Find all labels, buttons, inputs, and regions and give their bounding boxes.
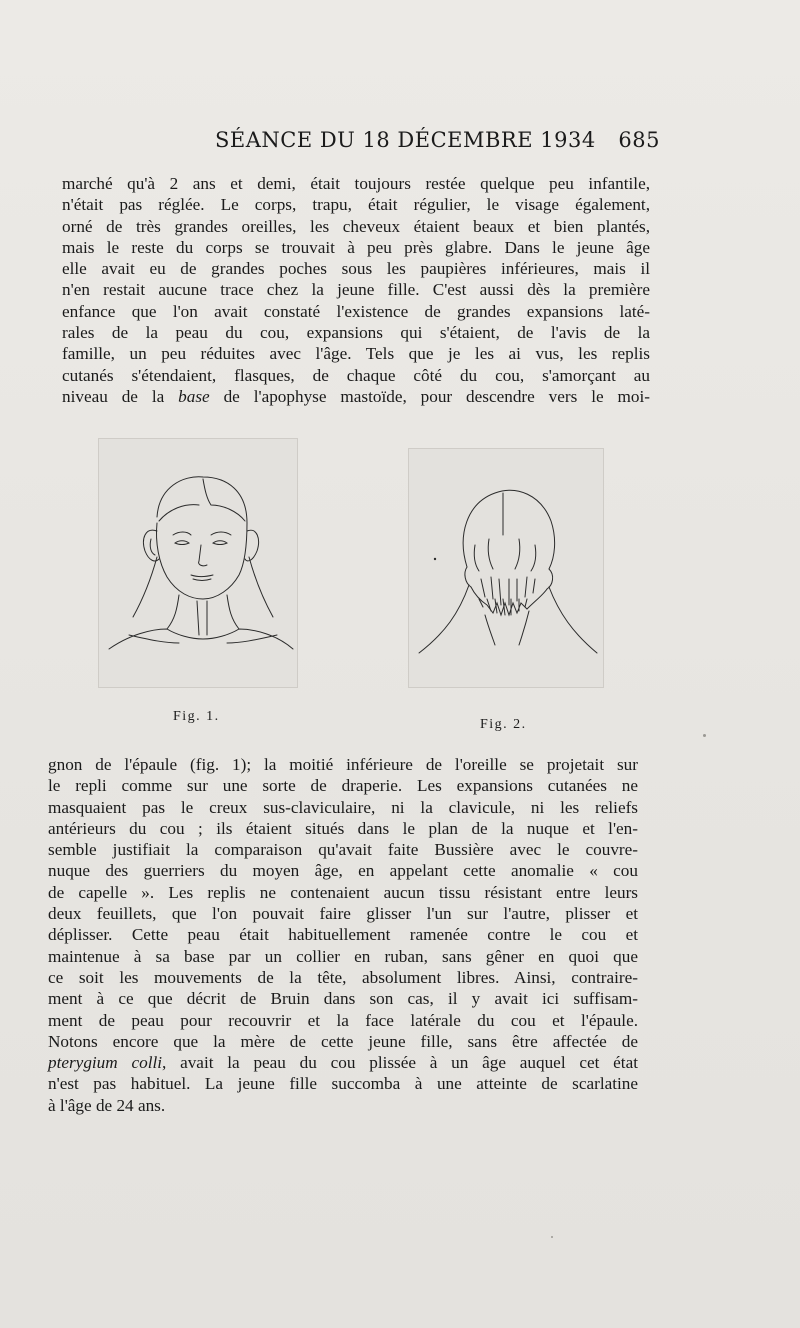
- paper-speck: [703, 734, 706, 737]
- text-line: n'est pas habituel. La jeune fille succomba à une atteinte de scarlatine: [48, 1074, 638, 1094]
- page-number: 685: [618, 128, 660, 152]
- text-line: gnon de l'épaule (fig. 1); la moitié inférieure de l'oreille se projetait sur: [48, 755, 638, 774]
- text-line: enfance que l'on avait constaté l'existence de grandes expansions laté-: [62, 301, 650, 321]
- text-line: ce soit les mouvements de la tête, absolument libres. Ainsi, contraire-: [48, 967, 638, 987]
- text-line: antérieurs du cou ; ils étaient situés dans le plan de la nuque et l'en-: [48, 818, 638, 838]
- text-fragment: , avait la peau du cou plissée à un âge auquel cet état: [162, 1053, 638, 1073]
- text-line: masquaient pas le creux sus-claviculaire, ni la clavicule, ni les reliefs: [48, 797, 638, 817]
- text-line: nuque des guerriers du moyen âge, en appelant cette anomalie « cou: [48, 861, 638, 881]
- text-line: ment à ce que décrit de Bruin dans son cas, il y avait ici suffisam-: [48, 989, 638, 1009]
- text-line: elle avait eu de grandes poches sous les paupières inférieures, mais il: [62, 259, 650, 279]
- text-line: deux feuillets, que l'on pouvait faire glisser l'un sur l'autre, plisser et: [48, 904, 638, 924]
- text-line: cutanés s'étendaient, flasques, de chaque côté du cou, s'amorçant au: [62, 365, 650, 385]
- figure-2-back-view: [408, 448, 604, 688]
- speck-mark: [434, 558, 436, 560]
- text-line: rales de la peau du cou, expansions qui s'étaient, de l'avis de la: [62, 323, 650, 343]
- text-line: ment de peau pour recouvrir et la face latérale du cou et l'épaule.: [48, 1010, 638, 1030]
- text-line: orné de très grandes oreilles, les cheveux étaient beaux et bien plantés,: [62, 216, 650, 236]
- text-fragment: niveau de la: [62, 386, 179, 406]
- back-portrait-drawing: [409, 449, 603, 687]
- text-line: le repli comme sur une sorte de draperie. Les expansions cutanées ne: [48, 776, 638, 796]
- paragraph-1: [62, 173, 650, 407]
- text-line: marché qu'à 2 ans et demi, était toujours restée quelque peu infantile,: [62, 174, 650, 193]
- italic-term: base: [178, 386, 210, 406]
- running-title: SÉANCE DU 18 DÉCEMBRE 1934: [215, 128, 596, 152]
- italic-term: pterygium colli: [48, 1053, 163, 1073]
- figure-1-front-view: [98, 438, 298, 688]
- text-line: déplisser. Cette peau était habituellement ramenée contre le cou et: [48, 925, 638, 945]
- text-line: famille, un peu réduites avec l'âge. Tels que je les ai vus, les replis: [62, 344, 650, 364]
- text-line: n'en restait aucune trace chez la jeune fille. C'est aussi dès la première: [62, 280, 650, 300]
- paper-speck: [551, 1236, 553, 1238]
- text-line: semble justifiait la comparaison qu'avait faite Bussière avec le couvre-: [48, 840, 638, 860]
- text-line: maintenue à sa base par un collier en ruban, sans gêner en quoi que: [48, 946, 638, 966]
- figure-1-caption: Fig. 1.: [173, 709, 220, 724]
- paragraph-2: [48, 754, 638, 1116]
- text-line: [48, 1052, 638, 1073]
- running-head: [215, 128, 660, 160]
- text-line: [62, 386, 650, 407]
- figure-2-caption: Fig. 2.: [480, 717, 527, 732]
- text-line: de capelle ». Les replis ne contenaient aucun tissu résistant entre leurs: [48, 882, 638, 902]
- front-portrait-drawing: [99, 439, 297, 687]
- text-line: à l'âge de 24 ans.: [48, 1095, 166, 1115]
- text-fragment: de l'apophyse mastoïde, pour descendre vers le moi-: [209, 386, 650, 406]
- text-line: Notons encore que la mère de cette jeune fille, sans être affectée de: [48, 1031, 638, 1051]
- text-line: mais le reste du corps se trouvait à peu près glabre. Dans le jeune âge: [62, 237, 650, 257]
- text-line: n'était pas réglée. Le corps, trapu, était régulier, le visage également,: [62, 195, 650, 215]
